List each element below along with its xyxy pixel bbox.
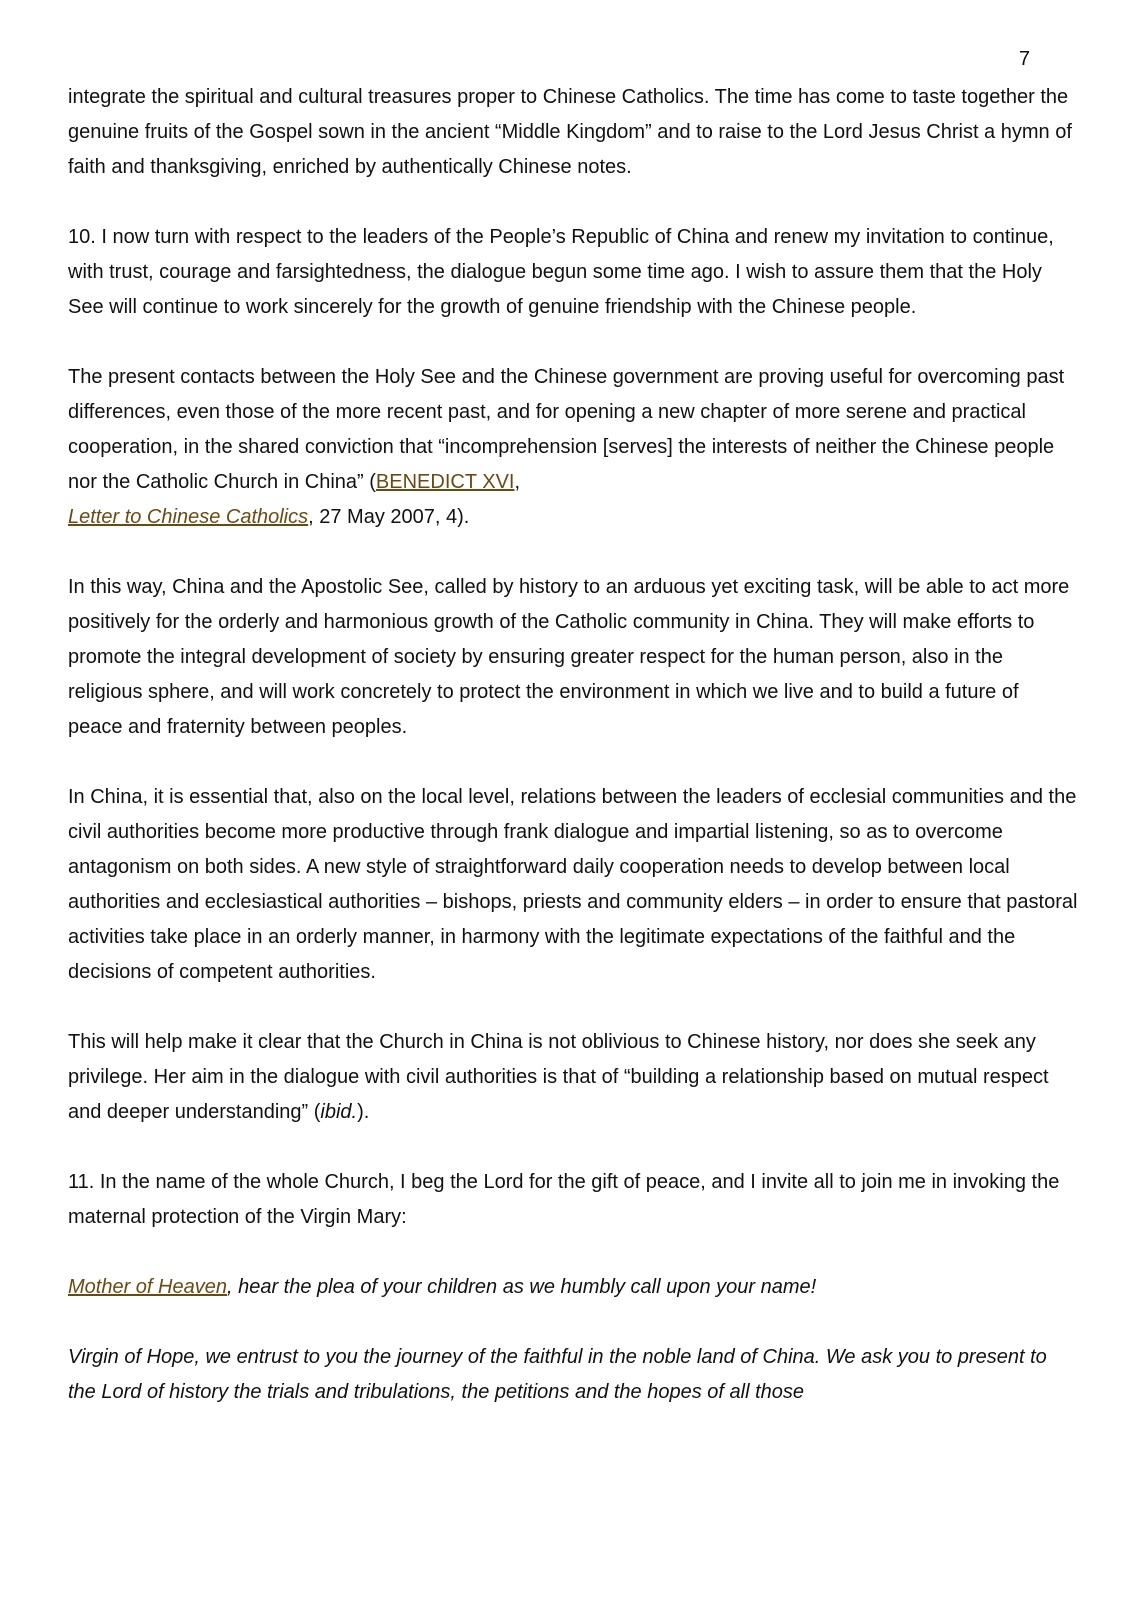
document-body: [68, 80, 1078, 1410]
citation-tail: , 27 May 2007, 4).: [308, 506, 470, 528]
prayer-line: [68, 1270, 1078, 1305]
paragraph: [68, 1025, 1078, 1130]
benedict-xvi-link[interactable]: BENEDICT XVI: [375, 471, 515, 493]
ibid-citation: ibid.: [320, 1101, 358, 1123]
citation-tail: ).: [357, 1101, 370, 1123]
paragraph: 11. In the name of the whole Church, I beg the Lord for the gift of peace, and I invite all to join me in invoking the maternal protection of the Virgin Mary:: [68, 1171, 1060, 1228]
paragraph: In China, it is essential that, also on the local level, relations between the leaders of ecclesial communities and the civil authorities become more productive through frank dialogue and impartial listening, so as to overcome antagonism on both sides. A new style of straightforward daily cooperation needs to develop between local authorities and ecclesiastical authorities – bishops, priests and community elders – in order to ensure that pastoral activities take place in an orderly manner, in harmony with the legitimate expectations of the faithful and the decisions of competent authorities.: [68, 786, 1078, 983]
paragraph: integrate the spiritual and cultural treasures proper to Chinese Catholics. The time has come to taste together the genuine fruits of the Gospel sown in the ancient “Middle Kingdom” and to raise to the Lord Jesus Christ a hymn of faith and thanksgiving, enriched by authentically Chinese notes.: [68, 86, 1072, 178]
prayer-text: , hear the plea of your children as we humbly call upon your name!: [226, 1276, 817, 1298]
mother-of-heaven-link[interactable]: Mother of Heaven: [68, 1276, 227, 1298]
paragraph: 10. I now turn with respect to the leaders of the People’s Republic of China and renew my invitation to continue, with trust, courage and farsightedness, the dialogue begun some time ago. I wish to assure them that the Holy See will continue to work sincerely for the growth of genuine friendship with the Chinese people.: [68, 226, 1054, 318]
paragraph: In this way, China and the Apostolic See, called by history to an arduous yet exciting task, will be able to act more positively for the orderly and harmonious growth of the Catholic community in China. They will make efforts to promote the integral development of society by ensuring greater respect for the human person, also in the religious sphere, and will work concretely to protect the environment in which we live and to build a future of peace and fraternity between peoples.: [68, 576, 1070, 738]
paragraph: [68, 360, 1078, 535]
letter-to-chinese-catholics-link[interactable]: Letter to Chinese Catholics: [68, 506, 309, 528]
prayer-paragraph: Virgin of Hope, we entrust to you the journey of the faithful in the noble land of China. We ask you to present to the Lord of history the trials and tribulations, the petitions and the hopes of all those: [68, 1346, 1047, 1403]
paragraph-text: This will help make it clear that the Church in China is not oblivious to Chinese history, nor does she seek any privilege. Her aim in the dialogue with civil authorities is that of “building a relationship based on mutual respect and deeper understanding” (: [68, 1031, 1049, 1123]
comma: ,: [514, 471, 521, 493]
page-number: 7: [1018, 48, 1030, 70]
paragraph-text: The present contacts between the Holy See and the Chinese government are proving useful for overcoming past differences, even those of the more recent past, and for opening a new chapter of more serene and practical cooperation, in the shared conviction that “incomprehension [serves] the interests of neither the Chinese people nor the Catholic Church in China” (: [68, 366, 1065, 493]
